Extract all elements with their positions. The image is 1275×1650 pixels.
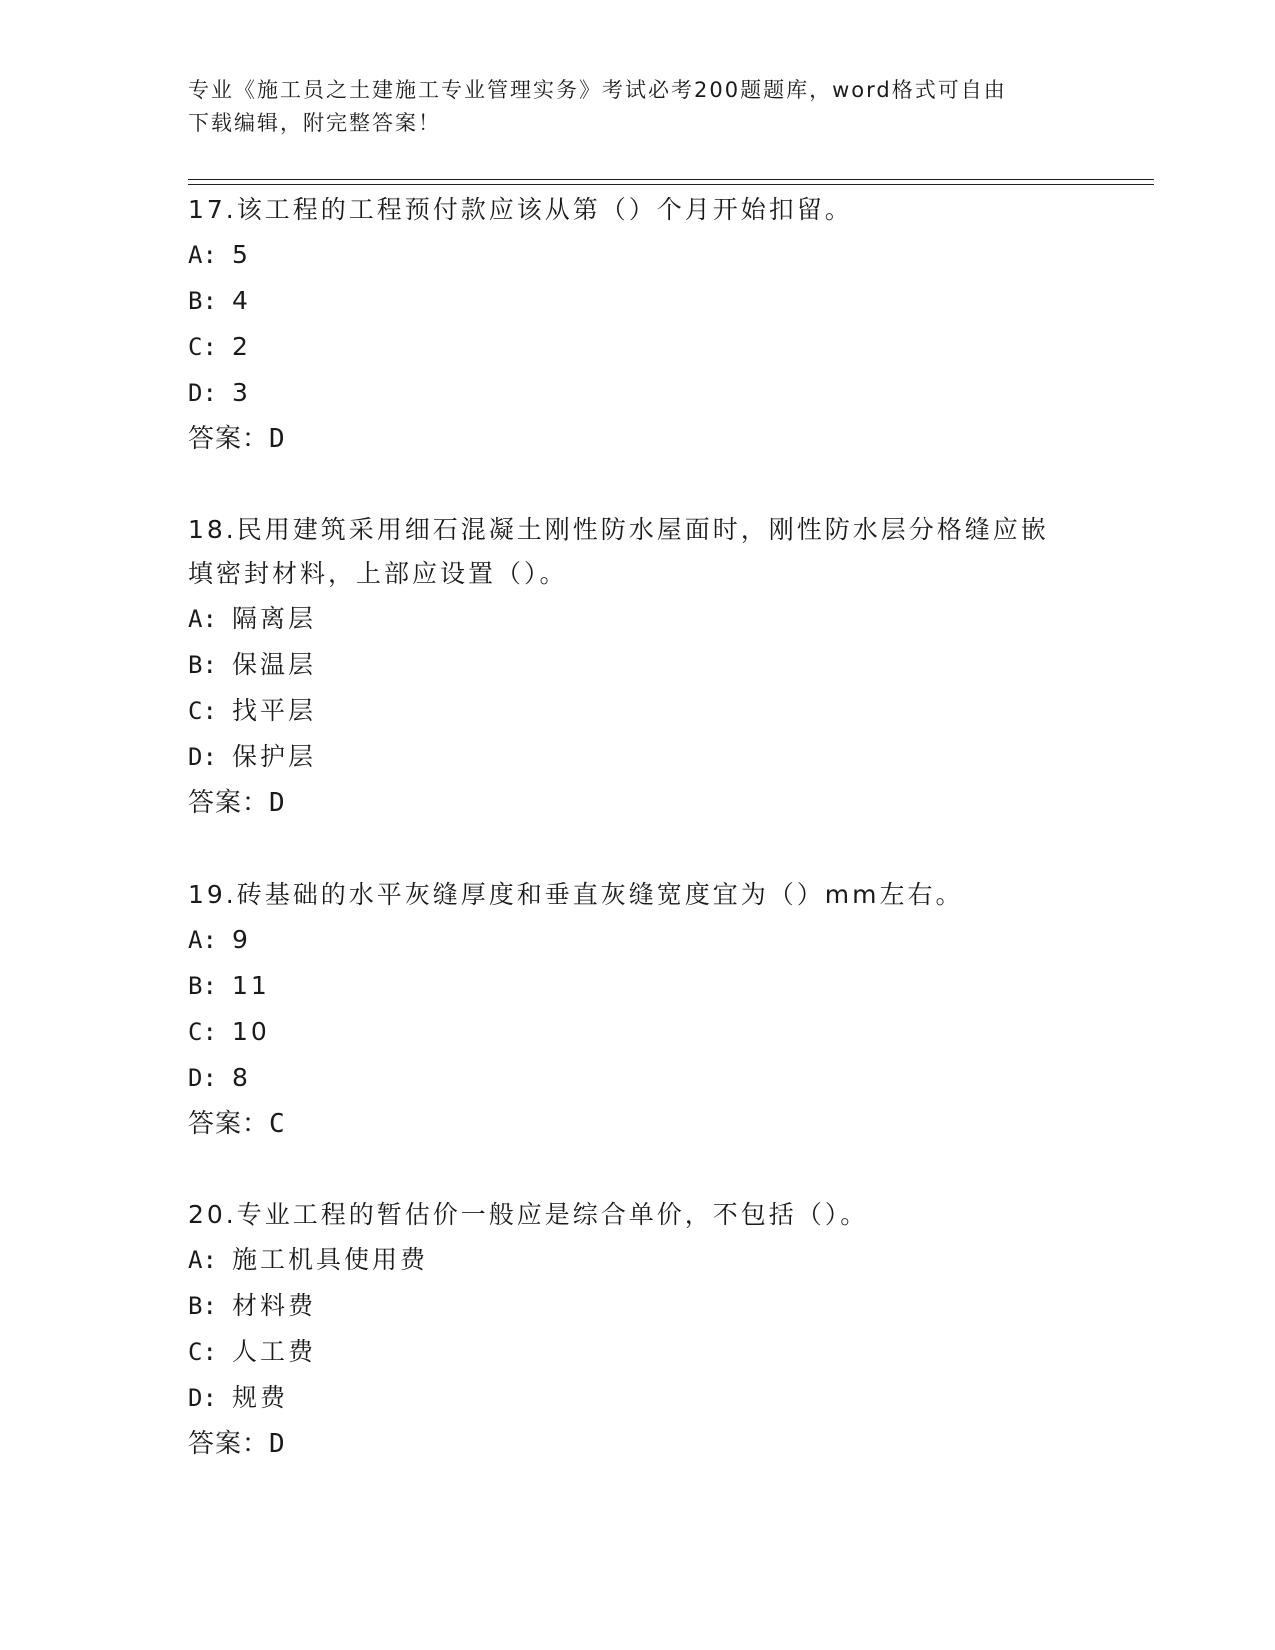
- option-text: 隔离层: [232, 604, 317, 633]
- option-d: [188, 1055, 1088, 1101]
- answer-line: [188, 780, 1088, 826]
- option-text: 3: [232, 378, 251, 407]
- option-text: 2: [232, 332, 251, 361]
- option-a: [188, 917, 1088, 963]
- option-a: [188, 1237, 1088, 1283]
- option-text: 保温层: [232, 650, 317, 679]
- header-divider-top: [188, 179, 1154, 180]
- option-text: 5: [232, 240, 251, 269]
- answer-value: D: [269, 788, 286, 818]
- question-20: [188, 1193, 1088, 1467]
- option-letter: D:: [188, 1064, 217, 1092]
- question-text: 19.砖基础的水平灰缝厚度和垂直灰缝宽度宜为（）mm左右。: [188, 880, 964, 909]
- option-letter: B:: [188, 287, 217, 315]
- option-text: 4: [232, 286, 251, 315]
- question-text-line-1: 18.民用建筑采用细石混凝土刚性防水屋面时，刚性防水层分格缝应嵌: [188, 515, 1049, 544]
- option-letter: A:: [188, 605, 217, 633]
- option-text: 8: [232, 1063, 251, 1092]
- document-header: [188, 74, 1088, 140]
- option-letter: C:: [188, 333, 217, 361]
- answer-label: 答案：: [188, 788, 270, 818]
- option-text: 10: [232, 1017, 270, 1046]
- option-d: [188, 370, 1088, 416]
- answer-line: [188, 416, 1088, 462]
- answer-line: [188, 1101, 1088, 1147]
- question-18: [188, 508, 1088, 826]
- option-text: 9: [232, 925, 251, 954]
- option-text: 施工机具使用费: [232, 1245, 429, 1274]
- answer-label: 答案：: [188, 1109, 270, 1139]
- option-letter: B:: [188, 972, 217, 1000]
- question-text: 20.专业工程的暂估价一般应是综合单价，不包括（）。: [188, 1200, 869, 1229]
- option-letter: C:: [188, 697, 217, 725]
- header-divider-bottom: [188, 184, 1154, 185]
- option-text: 保护层: [232, 742, 317, 771]
- option-letter: D:: [188, 743, 217, 771]
- answer-value: D: [269, 1429, 286, 1459]
- option-text: 找平层: [232, 696, 317, 725]
- option-c: [188, 688, 1088, 734]
- question-text-line-2: 填密封材料，上部应设置（）。: [188, 559, 568, 588]
- answer-value: C: [269, 1109, 286, 1139]
- option-letter: D:: [188, 1384, 217, 1412]
- option-c: [188, 324, 1088, 370]
- option-b: [188, 278, 1088, 324]
- option-text: 11: [232, 971, 270, 1000]
- option-b: [188, 642, 1088, 688]
- option-c: [188, 1329, 1088, 1375]
- option-letter: C:: [188, 1338, 217, 1366]
- question-text: 17.该工程的工程预付款应该从第（）个月开始扣留。: [188, 195, 853, 224]
- answer-label: 答案：: [188, 424, 270, 454]
- option-c: [188, 1009, 1088, 1055]
- option-letter: A:: [188, 926, 217, 954]
- answer-value: D: [269, 424, 286, 454]
- option-d: [188, 1375, 1088, 1421]
- option-d: [188, 734, 1088, 780]
- option-letter: A:: [188, 241, 217, 269]
- option-letter: B:: [188, 1292, 217, 1320]
- option-b: [188, 963, 1088, 1009]
- option-a: [188, 596, 1088, 642]
- option-a: [188, 232, 1088, 278]
- option-letter: B:: [188, 651, 217, 679]
- option-text: 材料费: [232, 1291, 317, 1320]
- option-letter: A:: [188, 1246, 217, 1274]
- option-letter: C:: [188, 1018, 217, 1046]
- option-text: 规费: [232, 1383, 289, 1412]
- question-19: [188, 873, 1088, 1147]
- answer-line: [188, 1421, 1088, 1467]
- option-text: 人工费: [232, 1337, 317, 1366]
- header-line-2: 下载编辑，附完整答案！: [188, 111, 441, 135]
- option-letter: D:: [188, 379, 217, 407]
- header-line-1: 专业《施工员之土建施工专业管理实务》考试必考200题题库，word格式可自由: [188, 78, 1007, 102]
- option-b: [188, 1283, 1088, 1329]
- answer-label: 答案：: [188, 1429, 270, 1459]
- question-17: [188, 188, 1088, 462]
